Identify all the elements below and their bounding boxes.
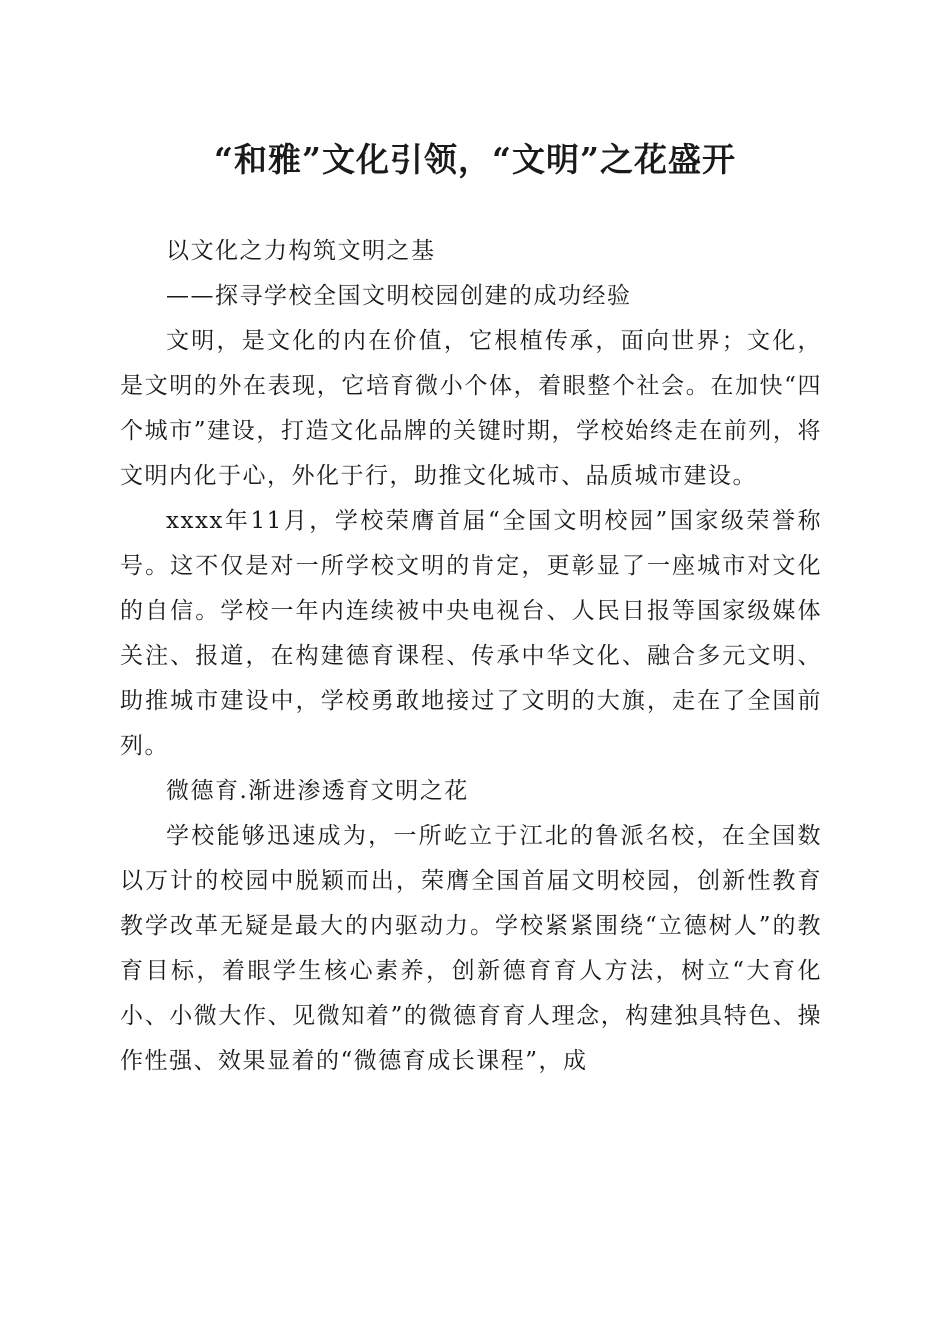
paragraph-3: 学校能够迅速成为，一所屹立于江北的鲁派名校，在全国数以万计的校园中脱颖而出，荣膺全国首届文明校园，创新性教育教学改革无疑是最大的内驱动力。学校紧紧围绕“立德树人”的教育目标，着眼学生核心素养，创新德育育人方法，树立“大育化小、小微大作、见微知着”的微德育育人理念，构建独具特色、操作性强、效果显着的“微德育成长课程”，成 xyxy=(120,823,822,1074)
paragraph-2: xxxx年11月，学校荣膺首届“全国文明校园”国家级荣誉称号。这不仅是对一所学校文明的肯定，更彰显了一座城市对文化的自信。学校一年内连续被中央电视台、人民日报等国家级媒体关注、报道，在构建德育课程、传承中华文化、融合多元文明、助推城市建设中，学校勇敢地接过了文明的大旗，走在了全国前列。 xyxy=(120,508,822,759)
paragraph-1: 文明，是文化的内在价值，它根植传承，面向世界；文化，是文明的外在表现，它培育微小个体，着眼整个社会。在加快“四个城市”建设，打造文化品牌的关键时期，学校始终走在前列，将文明内化于心，外化于行，助推文化城市、品质城市建设。 xyxy=(120,328,822,489)
document-body xyxy=(120,229,822,1084)
document-title: “和雅”文化引领，“文明”之花盛开 xyxy=(214,140,736,179)
section-heading: 微德育.渐进渗透育文明之花 xyxy=(166,778,469,804)
subtitle-line-1: 以文化之力构筑文明之基 xyxy=(166,238,436,264)
subtitle-line-2: ——探寻学校全国文明校园创建的成功经验 xyxy=(166,283,632,309)
